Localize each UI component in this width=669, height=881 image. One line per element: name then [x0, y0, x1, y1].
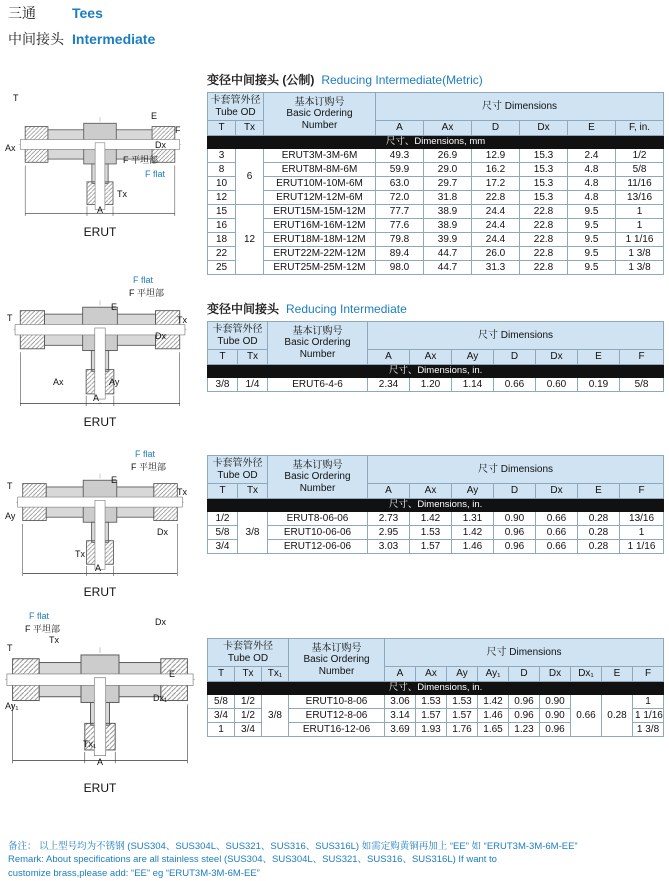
table-cell: 5/8 — [208, 526, 238, 540]
col-header-Ax: Ax — [416, 667, 447, 682]
col-header-Tx: Tx — [238, 350, 268, 365]
table-cell: 9.5 — [568, 205, 616, 219]
table-row — [208, 247, 664, 261]
table-cell: 39.9 — [424, 233, 472, 247]
metric-reducing-table — [207, 92, 664, 275]
table-row — [208, 219, 664, 233]
table-cell: 0.66 — [494, 378, 536, 392]
table-row — [208, 526, 664, 540]
tee-drawing — [5, 94, 195, 216]
table-cell: 1 — [616, 205, 664, 219]
table-cell: 1.76 — [447, 723, 478, 737]
table-cell: 15.3 — [520, 149, 568, 163]
dim-label-Ax: Ax — [5, 143, 16, 153]
table-cell: 3.03 — [368, 540, 410, 554]
dim-label-A: A — [97, 205, 104, 215]
table-cell: 2.95 — [368, 526, 410, 540]
table-cell: 89.4 — [376, 247, 424, 261]
table-cell: 0.28 — [578, 512, 620, 526]
tee-drawing — [5, 450, 195, 576]
double-reducing-table — [207, 638, 664, 737]
table-cell: 1 — [208, 723, 235, 737]
table-cell: 0.60 — [536, 378, 578, 392]
table-cell: 1 3/8 — [633, 723, 664, 737]
table-row — [208, 191, 664, 205]
dim-label-f-flat-en: F flat — [29, 611, 50, 621]
table-cell: 15 — [208, 205, 236, 219]
table-cell: 1/2 — [208, 512, 238, 526]
tee-diagram-reducing — [5, 276, 205, 429]
dim-label-Tx: Tx — [49, 635, 59, 645]
dim-label-T: T — [13, 93, 19, 103]
table-cell: 1.14 — [452, 378, 494, 392]
col-header-A: A — [368, 350, 410, 365]
table-cell: 59.9 — [376, 163, 424, 177]
dim-label-f-flat-cn: F 平坦部 — [131, 462, 166, 472]
dim-label-Tx1: Tx₁ — [83, 739, 97, 749]
table-cell: 0.66 — [536, 512, 578, 526]
order-number-header: 基本订购号 Basic Ordering Number — [264, 93, 376, 136]
table-cell: 2.73 — [368, 512, 410, 526]
table-cell: 22.8 — [520, 261, 568, 275]
table-cell: 38.9 — [424, 205, 472, 219]
table-cell: 1/4 — [238, 378, 268, 392]
col-header-T: T — [208, 484, 238, 499]
page-title-row — [8, 6, 155, 21]
table-cell: 4.8 — [568, 191, 616, 205]
col-header-Tx1: Tx₁ — [262, 667, 289, 682]
table-cell: 1.65 — [478, 723, 509, 737]
table-cell: 63.0 — [376, 177, 424, 191]
table-cell: 9.5 — [568, 247, 616, 261]
table-cell: 49.3 — [376, 149, 424, 163]
order-number-header: 基本订购号 Basic Ordering Number — [268, 456, 368, 499]
table-cell: 18 — [208, 233, 236, 247]
table-cell: 0.96 — [494, 540, 536, 554]
table-cell: ERUT25M-25M-12M — [264, 261, 376, 275]
dim-label-E: E — [169, 669, 176, 679]
table-cell: 17.2 — [472, 177, 520, 191]
col-header-F: F — [620, 350, 664, 365]
table-cell: 3/4 — [208, 540, 238, 554]
remark-line-en-1: Remark: About specifications are all stainless steel (SUS304、SUS304L、SUS321、SUS316、SUS316L) If want to — [8, 854, 497, 866]
table-cell: 1.46 — [452, 540, 494, 554]
dim-label-Dx: Dx — [157, 527, 168, 537]
table-cell: 44.7 — [424, 247, 472, 261]
dim-label-f-flat-cn: F 平坦部 — [129, 288, 164, 298]
col-header-D: D — [494, 350, 536, 365]
section-title-cn: 变径中间接头 (公制) — [207, 73, 315, 87]
table-cell: 1/2 — [235, 709, 262, 723]
col-header-Ax: Ax — [410, 484, 452, 499]
table-cell: 0.90 — [540, 709, 571, 723]
col-header-Ax: Ax — [410, 350, 452, 365]
table-cell: 1.20 — [410, 378, 452, 392]
tee-diagram-metric — [5, 94, 205, 239]
table-cell: ERUT12-8-06 — [289, 709, 385, 723]
section-title-cn: 变径中间接头 — [207, 302, 280, 316]
table-cell: 3/8 — [238, 512, 268, 554]
table-cell: 0.96 — [509, 709, 540, 723]
table-row — [208, 163, 664, 177]
table-cell: 1.42 — [478, 695, 509, 709]
table-cell: 4.8 — [568, 177, 616, 191]
dim-label-f-flat-en: F flat — [145, 169, 166, 179]
page-subtitle-cn: 中间接头 — [8, 31, 64, 48]
table-cell: 13/16 — [616, 191, 664, 205]
table-cell: 0.66 — [536, 540, 578, 554]
tube-od-header: 卡套管外径 Tube OD — [208, 322, 268, 350]
dim-label-Dx: Dx — [155, 331, 166, 341]
table-cell: 8 — [208, 163, 236, 177]
col-header-E: E — [578, 484, 620, 499]
table-cell: 26.9 — [424, 149, 472, 163]
dim-label-E: E — [151, 111, 158, 121]
diagram-caption: ERUT — [83, 781, 117, 795]
order-number-header: 基本订购号 Basic Ordering Number — [268, 322, 368, 365]
table-cell: 3/4 — [208, 709, 235, 723]
col-header-A: A — [368, 484, 410, 499]
dim-label-f-flat-cn: F 平坦部 — [123, 155, 158, 165]
dim-label-A: A — [97, 757, 104, 767]
col-header-T: T — [208, 667, 235, 682]
table-cell: 5/8 — [208, 695, 235, 709]
table-cell: 1 1/16 — [633, 709, 664, 723]
table-cell: 15.3 — [520, 163, 568, 177]
table-cell: 22.8 — [520, 205, 568, 219]
dim-label-Tx: Tx — [177, 487, 187, 497]
table-cell: 77.6 — [376, 219, 424, 233]
table-cell: 22.8 — [520, 219, 568, 233]
col-header-D: D — [472, 121, 520, 136]
dim-label-f-flat-en: F flat — [135, 449, 156, 459]
table-cell: 38.9 — [424, 219, 472, 233]
col-header-E: E — [602, 667, 633, 682]
inch-table-1-body — [208, 378, 664, 392]
col-header-Dx: Dx — [520, 121, 568, 136]
table-cell: 6 — [236, 149, 264, 205]
dim-label-Dx: Dx — [155, 617, 166, 627]
page-subtitle-en: Intermediate — [72, 31, 156, 48]
col-header-Tx: Tx — [235, 667, 262, 682]
table-cell: ERUT18M-18M-12M — [264, 233, 376, 247]
dim-label-Ay: Ay — [109, 377, 120, 387]
table-cell: ERUT10M-10M-6M — [264, 177, 376, 191]
dim-label-Tx: Tx — [75, 549, 85, 559]
col-header-Dx: Dx — [536, 350, 578, 365]
table-cell: 1 — [620, 526, 664, 540]
table-cell: 3/8 — [262, 695, 289, 737]
order-number-header: 基本订购号 Basic Ordering Number — [289, 639, 385, 682]
table-cell: 3/8 — [208, 378, 238, 392]
dimensions-header: 尺寸 Dimensions — [385, 639, 664, 667]
tube-od-header: 卡套管外径 Tube OD — [208, 639, 289, 667]
page-subtitle-row — [8, 32, 155, 47]
table-cell: 0.28 — [602, 695, 633, 737]
col-header-T: T — [208, 350, 238, 365]
table-cell: ERUT12-06-06 — [268, 540, 368, 554]
tee-diagram-reducing-2 — [5, 450, 205, 599]
dim-label-Tx: Tx — [117, 189, 127, 199]
col-header-Tx: Tx — [238, 484, 268, 499]
diagram-caption: ERUT — [83, 585, 117, 599]
dim-label-Ax: Ax — [53, 377, 64, 387]
diagram-caption: ERUT — [83, 225, 117, 239]
table-cell: ERUT22M-22M-12M — [264, 247, 376, 261]
inch-reducing-table-2 — [207, 455, 664, 554]
section-title-en: Reducing Intermediate — [286, 302, 407, 316]
table-cell: 3.14 — [385, 709, 416, 723]
table-cell: 1 1/16 — [616, 233, 664, 247]
diagram-caption: ERUT — [83, 415, 117, 429]
table-cell: 0.96 — [540, 723, 571, 737]
table-cell: 1.31 — [452, 512, 494, 526]
table-cell: 4.8 — [568, 163, 616, 177]
table-cell: 12 — [236, 205, 264, 275]
col-header-E: E — [578, 350, 620, 365]
table-cell: 1.46 — [478, 709, 509, 723]
dim-label-Dx1: Dx₁ — [153, 693, 168, 703]
table-cell: 22 — [208, 247, 236, 261]
table-cell: 2.34 — [368, 378, 410, 392]
units-band: 尺寸、Dimensions, mm — [208, 136, 664, 149]
table-cell: 10 — [208, 177, 236, 191]
col-header-Ay: Ay — [452, 350, 494, 365]
dim-label-A: A — [95, 563, 102, 573]
col-header-A: A — [376, 121, 424, 136]
tee-drawing — [5, 612, 195, 772]
tee-diagram-double-reducing — [5, 612, 205, 795]
table-row — [208, 512, 664, 526]
table-row — [208, 378, 664, 392]
table-cell: ERUT16M-16M-12M — [264, 219, 376, 233]
dim-label-T: T — [7, 313, 13, 323]
page-title-en: Tees — [72, 5, 103, 21]
table-cell: 77.7 — [376, 205, 424, 219]
dimensions-header: 尺寸 Dimensions — [376, 93, 664, 121]
table-cell: 22.8 — [520, 233, 568, 247]
col-header-F: F — [620, 484, 664, 499]
table-cell: 15.3 — [520, 177, 568, 191]
page-header — [8, 6, 155, 48]
dim-label-f-flat-cn: F 平坦部 — [25, 624, 60, 634]
table-row — [208, 205, 664, 219]
dim-label-Tx: Tx — [177, 315, 187, 325]
section-title-inch — [207, 300, 407, 317]
table-cell: 0.66 — [536, 526, 578, 540]
col-header-Tx: Tx — [236, 121, 264, 136]
col-header-E: E — [568, 121, 616, 136]
double-reducing-table-body — [208, 695, 664, 737]
table-cell: 1 1/16 — [620, 540, 664, 554]
table-cell: 1.57 — [410, 540, 452, 554]
table-cell: 79.8 — [376, 233, 424, 247]
section-title-metric — [207, 71, 483, 88]
table-cell: 1.93 — [416, 723, 447, 737]
table-cell: 1 3/8 — [616, 247, 664, 261]
table-cell: 3 — [208, 149, 236, 163]
dim-label-F: F — [175, 125, 181, 135]
col-header-Dx1: Dx₁ — [571, 667, 602, 682]
table-cell: ERUT6-4-6 — [268, 378, 368, 392]
table-cell: 9.5 — [568, 219, 616, 233]
table-cell: 1/2 — [616, 149, 664, 163]
remark-line-en-2: customize brass,please add: “EE” eg “ERUT3M-3M-6M-EE” — [8, 867, 260, 879]
table-cell: ERUT10-06-06 — [268, 526, 368, 540]
table-cell: 29.0 — [424, 163, 472, 177]
inch-reducing-table-1 — [207, 321, 664, 392]
dim-label-T: T — [7, 481, 13, 491]
table-cell: 24.4 — [472, 205, 520, 219]
tube-od-header: 卡套管外径 Tube OD — [208, 93, 264, 121]
table-cell: 1/2 — [235, 695, 262, 709]
table-cell: 1 — [616, 219, 664, 233]
units-band: 尺寸、Dimensions, in. — [208, 365, 664, 378]
table-cell: 3/4 — [235, 723, 262, 737]
dim-label-E: E — [111, 475, 118, 485]
table-cell: 24.4 — [472, 233, 520, 247]
dim-label-A: A — [93, 393, 100, 403]
table-cell: ERUT15M-15M-12M — [264, 205, 376, 219]
table-cell: 5/8 — [616, 163, 664, 177]
table-cell: 1.53 — [447, 695, 478, 709]
table-cell: ERUT16-12-06 — [289, 723, 385, 737]
col-header-F-in: F, in. — [616, 121, 664, 136]
table-row — [208, 177, 664, 191]
table-cell: 16 — [208, 219, 236, 233]
table-row — [208, 233, 664, 247]
table-cell: 1.57 — [447, 709, 478, 723]
table-cell: 1.42 — [410, 512, 452, 526]
dim-label-T: T — [7, 643, 13, 653]
table-row — [208, 261, 664, 275]
table-cell: 3.06 — [385, 695, 416, 709]
table-cell: 31.8 — [424, 191, 472, 205]
table-cell: 12 — [208, 191, 236, 205]
table-cell: 11/16 — [616, 177, 664, 191]
dimensions-header: 尺寸 Dimensions — [368, 322, 664, 350]
col-header-Ax: Ax — [424, 121, 472, 136]
dim-label-Ay1: Ay₁ — [5, 701, 19, 711]
page-title-cn: 三通 — [8, 5, 36, 21]
table-cell: 13/16 — [620, 512, 664, 526]
table-cell: 22.8 — [520, 247, 568, 261]
table-cell: 1.23 — [509, 723, 540, 737]
table-cell: 1.57 — [416, 709, 447, 723]
table-cell: 31.3 — [472, 261, 520, 275]
col-header-Dx: Dx — [536, 484, 578, 499]
table-cell: 2.4 — [568, 149, 616, 163]
col-header-Dx: Dx — [540, 667, 571, 682]
table-cell: 24.4 — [472, 219, 520, 233]
table-cell: 0.90 — [494, 512, 536, 526]
table-cell: 1 3/8 — [616, 261, 664, 275]
table-row — [208, 695, 664, 709]
table-cell: 9.5 — [568, 233, 616, 247]
table-cell: 0.96 — [509, 695, 540, 709]
table-cell: 1.42 — [452, 526, 494, 540]
col-header-A: A — [385, 667, 416, 682]
table-cell: 0.90 — [540, 695, 571, 709]
tube-od-header: 卡套管外径 Tube OD — [208, 456, 268, 484]
table-cell: 0.28 — [578, 526, 620, 540]
table-cell: 1.53 — [410, 526, 452, 540]
col-header-D: D — [494, 484, 536, 499]
table-cell: 0.19 — [578, 378, 620, 392]
table-cell: 22.8 — [472, 191, 520, 205]
section-title-en: Reducing Intermediate(Metric) — [321, 73, 483, 87]
inch-table-2-body — [208, 512, 664, 554]
table-cell: 16.2 — [472, 163, 520, 177]
table-row — [208, 540, 664, 554]
col-header-T: T — [208, 121, 236, 136]
dim-label-Dx: Dx — [155, 140, 166, 150]
dim-label-f-flat-en: F flat — [133, 275, 154, 285]
table-cell: 12.9 — [472, 149, 520, 163]
table-cell: 1 — [633, 695, 664, 709]
table-cell: 15.3 — [520, 191, 568, 205]
table-cell: 0.96 — [494, 526, 536, 540]
table-row — [208, 149, 664, 163]
table-cell: 72.0 — [376, 191, 424, 205]
metric-table-body — [208, 149, 664, 275]
table-cell: 5/8 — [620, 378, 664, 392]
table-cell: ERUT10-8-06 — [289, 695, 385, 709]
table-cell: 26.0 — [472, 247, 520, 261]
dimensions-header: 尺寸 Dimensions — [368, 456, 664, 484]
dim-label-Ay: Ay — [5, 511, 16, 521]
table-cell: 0.28 — [578, 540, 620, 554]
remark-block — [8, 840, 663, 880]
table-cell: 0.66 — [571, 695, 602, 737]
tee-drawing — [5, 276, 195, 406]
table-cell: 44.7 — [424, 261, 472, 275]
table-cell: 1.53 — [416, 695, 447, 709]
remark-line-cn: 备注： 以上型号均为不锈钢 (SUS304、SUS304L、SUS321、SUS316、SUS316L) 如需定购黄铜再加上 “EE” 如 “ERUT3M-3M-6M-EE” — [8, 841, 578, 852]
table-cell: 9.5 — [568, 261, 616, 275]
col-header-Ay: Ay — [452, 484, 494, 499]
table-cell: ERUT12M-12M-6M — [264, 191, 376, 205]
table-cell: ERUT8M-8M-6M — [264, 163, 376, 177]
col-header-Ay1: Ay₁ — [478, 667, 509, 682]
table-cell: 3.69 — [385, 723, 416, 737]
units-band: 尺寸、Dimensions, in. — [208, 499, 664, 512]
table-cell: ERUT3M-3M-6M — [264, 149, 376, 163]
table-cell: 25 — [208, 261, 236, 275]
col-header-F: F — [633, 667, 664, 682]
table-cell: 29.7 — [424, 177, 472, 191]
table-cell: 98.0 — [376, 261, 424, 275]
col-header-D: D — [509, 667, 540, 682]
col-header-Ay: Ay — [447, 667, 478, 682]
table-cell: ERUT8-06-06 — [268, 512, 368, 526]
units-band: 尺寸、Dimensions, in. — [208, 682, 664, 695]
dim-label-E: E — [111, 302, 118, 312]
